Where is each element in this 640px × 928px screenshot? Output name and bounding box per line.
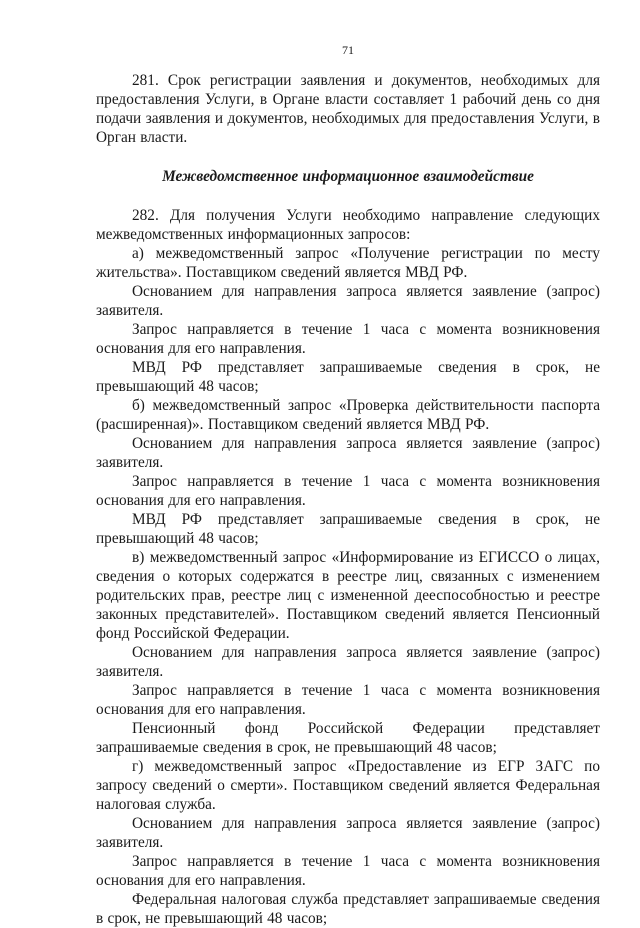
item-a-deadline: МВД РФ представляет запрашиваемые сведения в срок, не превышающий 48 часов; bbox=[96, 359, 600, 395]
section-heading: Межведомственное информационное взаимодействие bbox=[162, 168, 534, 185]
item-b-request: б) межведомственный запрос «Проверка действительности паспорта (расширенная)». Поставщиком сведений является МВД РФ. bbox=[96, 397, 600, 433]
item-g-timing: Запрос направляется в течение 1 часа с момента возникновения основания для его направления. bbox=[96, 853, 600, 889]
paragraph-281: 281. Срок регистрации заявления и документов, необходимых для предоставления Услуги, в Органе власти составляет 1 рабочий день со дня подачи заявления и документов, необходимых для предоставления Услуги, в Орган власти. bbox=[96, 72, 600, 146]
item-v-request: в) межведомственный запрос «Информирование из ЕГИССО о лицах, сведения о которых содержатся в реестре лиц, связанных с изменением родительских прав, реестре лиц с измененной дееспособностью и реестре законных представителей». Поставщиком сведений является Пенсионный фонд Российской Федерации. bbox=[96, 549, 600, 642]
paragraph-282: 282. Для получения Услуги необходимо направление следующих межведомственных информационных запросов: bbox=[96, 207, 600, 243]
item-v-timing: Запрос направляется в течение 1 часа с момента возникновения основания для его направления. bbox=[96, 682, 600, 718]
item-v-deadline: Пенсионный фонд Российской Федерации представляет запрашиваемые сведения в срок, не превышающий 48 часов; bbox=[96, 720, 600, 756]
item-b-timing: Запрос направляется в течение 1 часа с момента возникновения основания для его направления. bbox=[96, 473, 600, 509]
item-g-request: г) межведомственный запрос «Предоставление из ЕГР ЗАГС по запросу сведений о смерти». Поставщиком сведений является Федеральная налоговая служба. bbox=[96, 758, 600, 813]
item-b-basis: Основанием для направления запроса является заявление (запрос) заявителя. bbox=[96, 435, 600, 471]
item-b-deadline: МВД РФ представляет запрашиваемые сведения в срок, не превышающий 48 часов; bbox=[96, 511, 600, 547]
item-g-deadline: Федеральная налоговая служба представляет запрашиваемые сведения в срок, не превышающий 48 часов; bbox=[96, 891, 600, 927]
item-a-basis: Основанием для направления запроса является заявление (запрос) заявителя. bbox=[96, 283, 600, 319]
item-g-basis: Основанием для направления запроса является заявление (запрос) заявителя. bbox=[96, 815, 600, 851]
item-a-request: а) межведомственный запрос «Получение регистрации по месту жительства». Поставщиком сведений является МВД РФ. bbox=[96, 245, 600, 281]
item-a-timing: Запрос направляется в течение 1 часа с момента возникновения основания для его направления. bbox=[96, 321, 600, 357]
item-v-basis: Основанием для направления запроса является заявление (запрос) заявителя. bbox=[96, 644, 600, 680]
page-number: 71 bbox=[342, 43, 354, 57]
